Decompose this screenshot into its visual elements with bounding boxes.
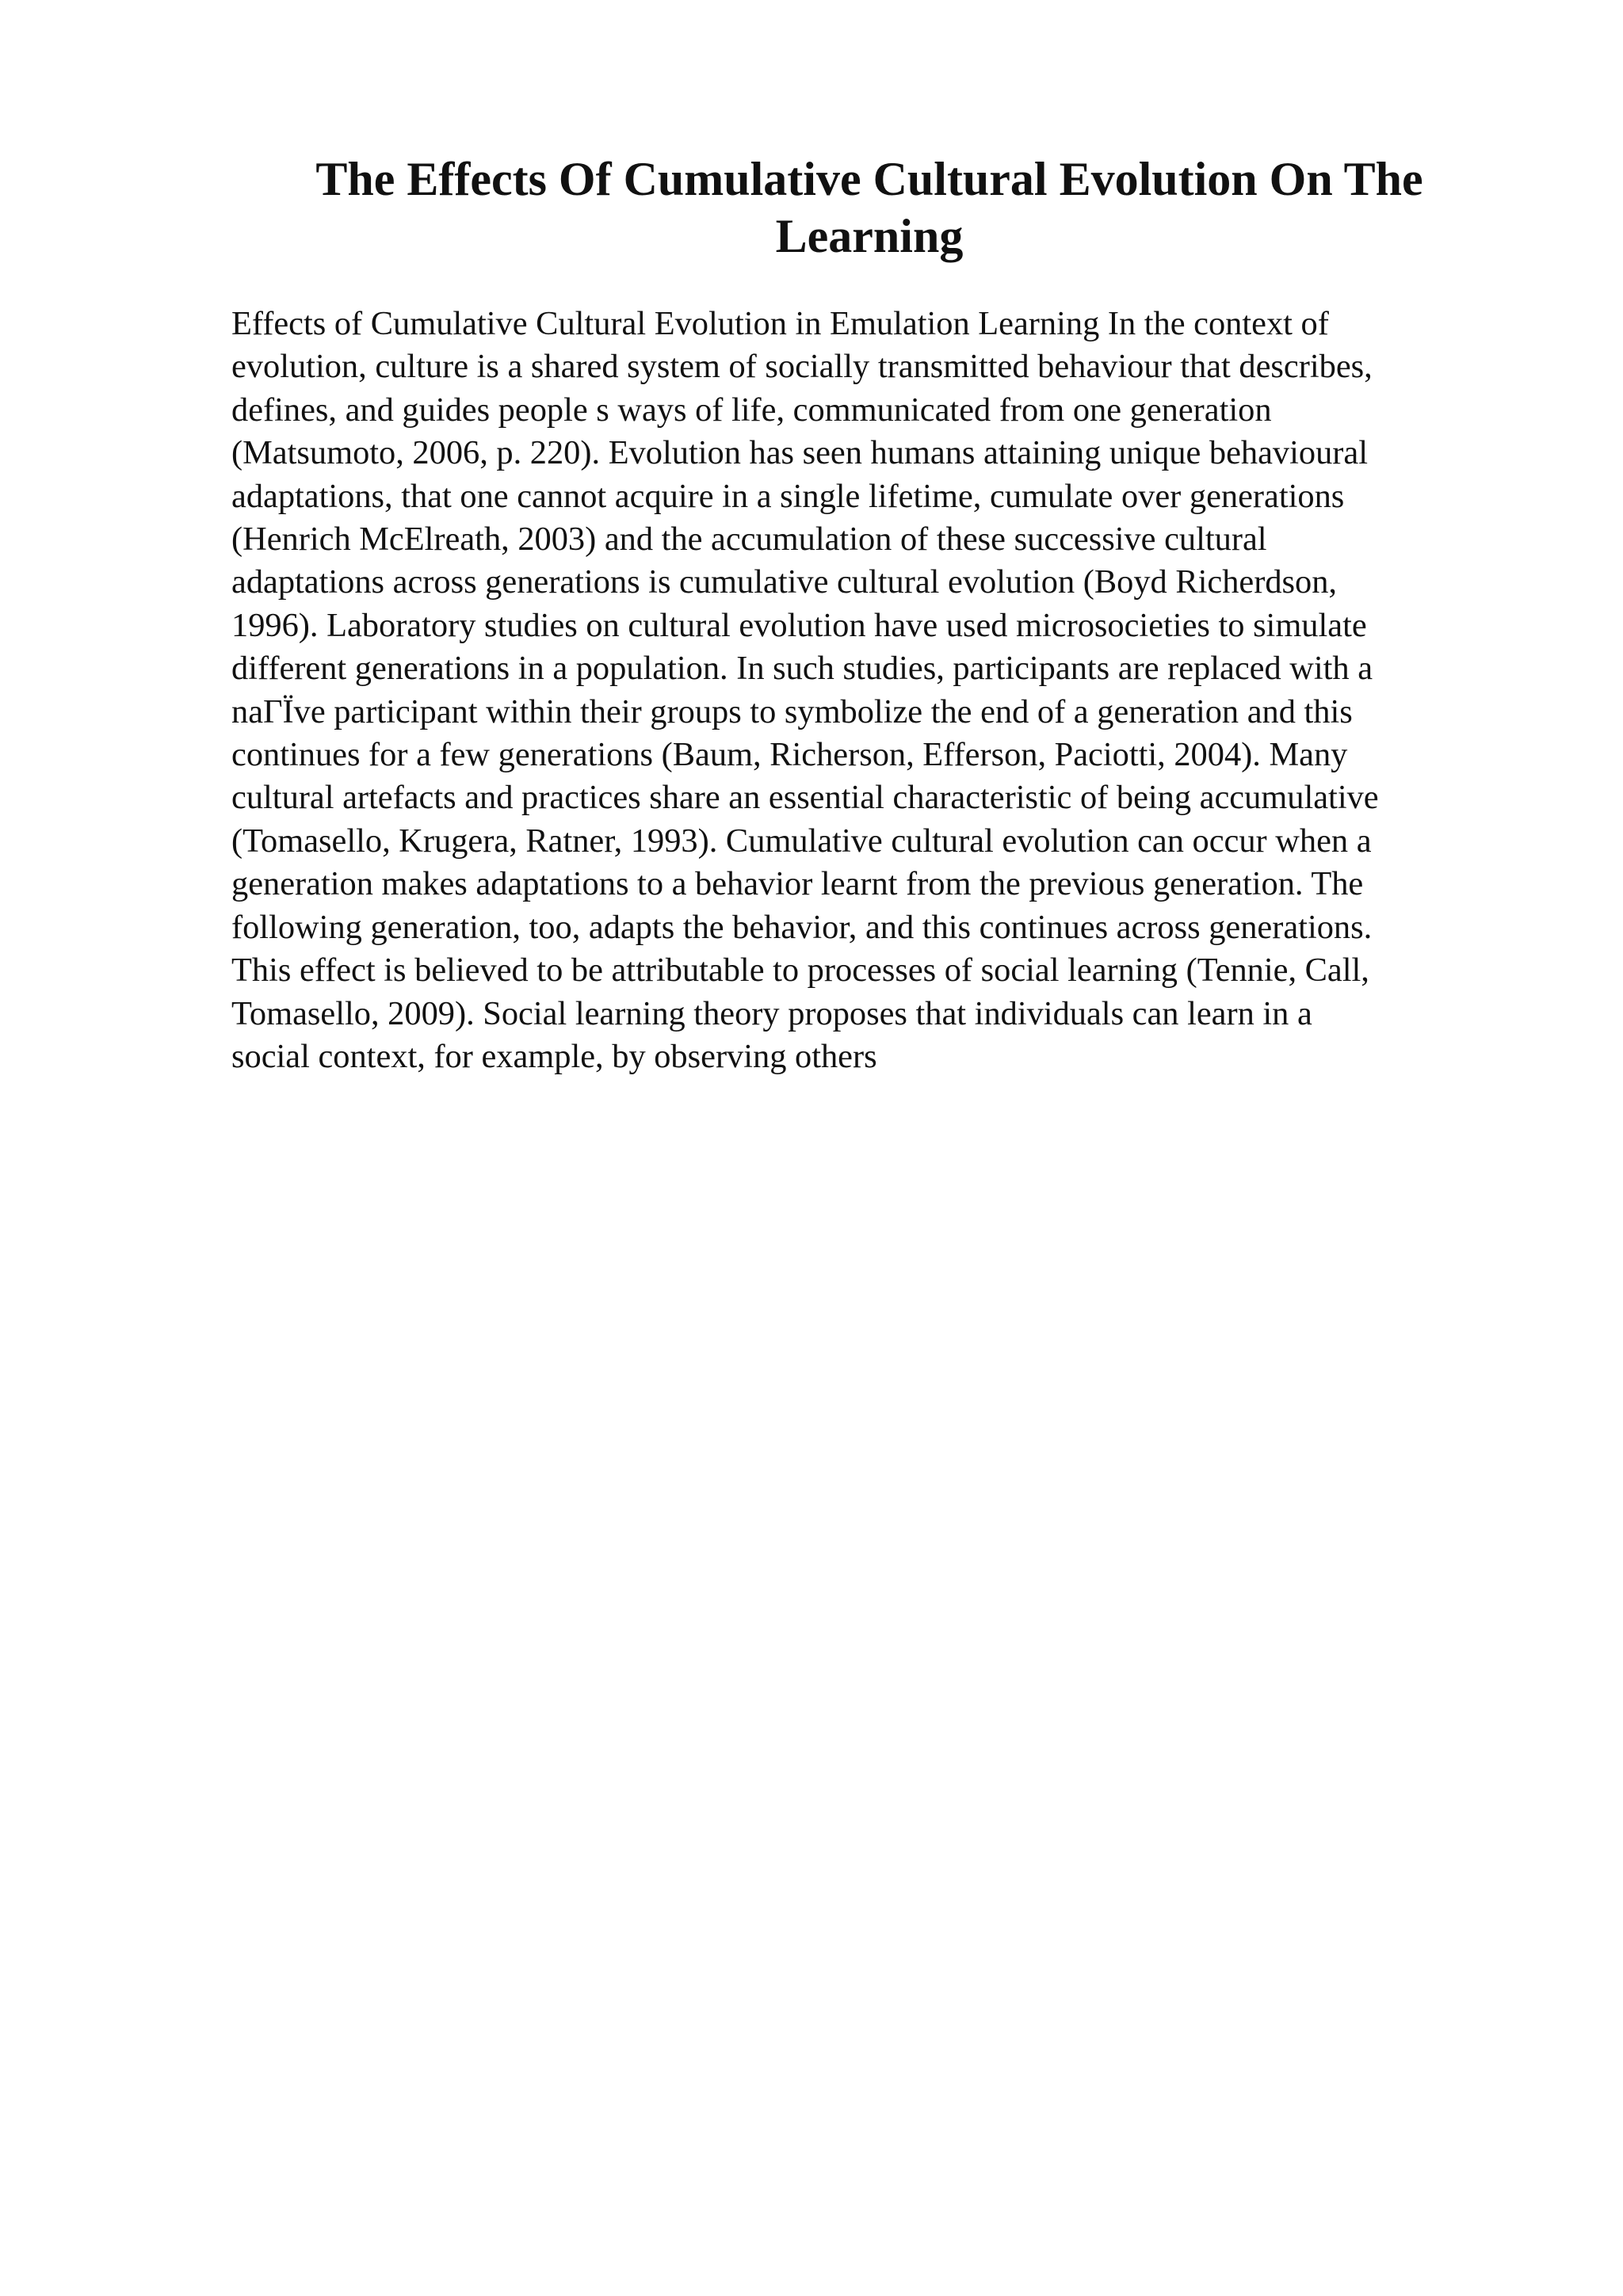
body-line: generation makes adaptations to a behavior learnt from the previous generation. The: [231, 865, 1364, 903]
body-line: Tomasello, 2009). Social learning theory proposes that individuals can learn in a: [231, 994, 1312, 1032]
body-line: naΓÏve participant within their groups to symbolize the end of a generation and this: [231, 692, 1353, 730]
body-line: continues for a few generations (Baum, Richerson, Efferson, Paciotti, 2004). Many: [231, 736, 1348, 774]
body-line: following generation, too, adapts the behavior, and this continues across generations.: [231, 908, 1373, 946]
body-line: 1996). Laboratory studies on cultural evolution have used microsocieties to simulate: [231, 606, 1367, 644]
body-line: social context, for example, by observing others: [231, 1037, 877, 1075]
title-line: Learning: [775, 210, 964, 262]
page-title: [231, 151, 1507, 265]
body-line: evolution, culture is a shared system of socially transmitted behaviour that describes,: [231, 348, 1373, 386]
body-line: adaptations, that one cannot acquire in a single lifetime, cumulate over generations: [231, 477, 1345, 515]
body-line: different generations in a population. In such studies, participants are replaced with a: [231, 650, 1373, 688]
title-line: The Effects Of Cumulative Cultural Evolution On The: [315, 153, 1423, 205]
body-line: cultural artefacts and practices share an essential characteristic of being accumulative: [231, 779, 1379, 817]
body-line: adaptations across generations is cumulative cultural evolution (Boyd Richerdson,: [231, 563, 1338, 601]
body-line: (Tomasello, Krugera, Ratner, 1993). Cumulative cultural evolution can occur when a: [231, 822, 1372, 860]
body-line: defines, and guides people s ways of life, communicated from one generation: [231, 391, 1272, 429]
body-paragraph: [231, 303, 1499, 1078]
body-line: This effect is believed to be attributable to processes of social learning (Tennie, Call,: [231, 952, 1369, 990]
body-line: (Henrich McElreath, 2003) and the accumulation of these successive cultural: [231, 521, 1267, 559]
body-line: Effects of Cumulative Cultural Evolution in Emulation Learning In the context of: [231, 305, 1329, 342]
body-line: (Matsumoto, 2006, p. 220). Evolution has seen humans attaining unique behavioural: [231, 434, 1368, 472]
